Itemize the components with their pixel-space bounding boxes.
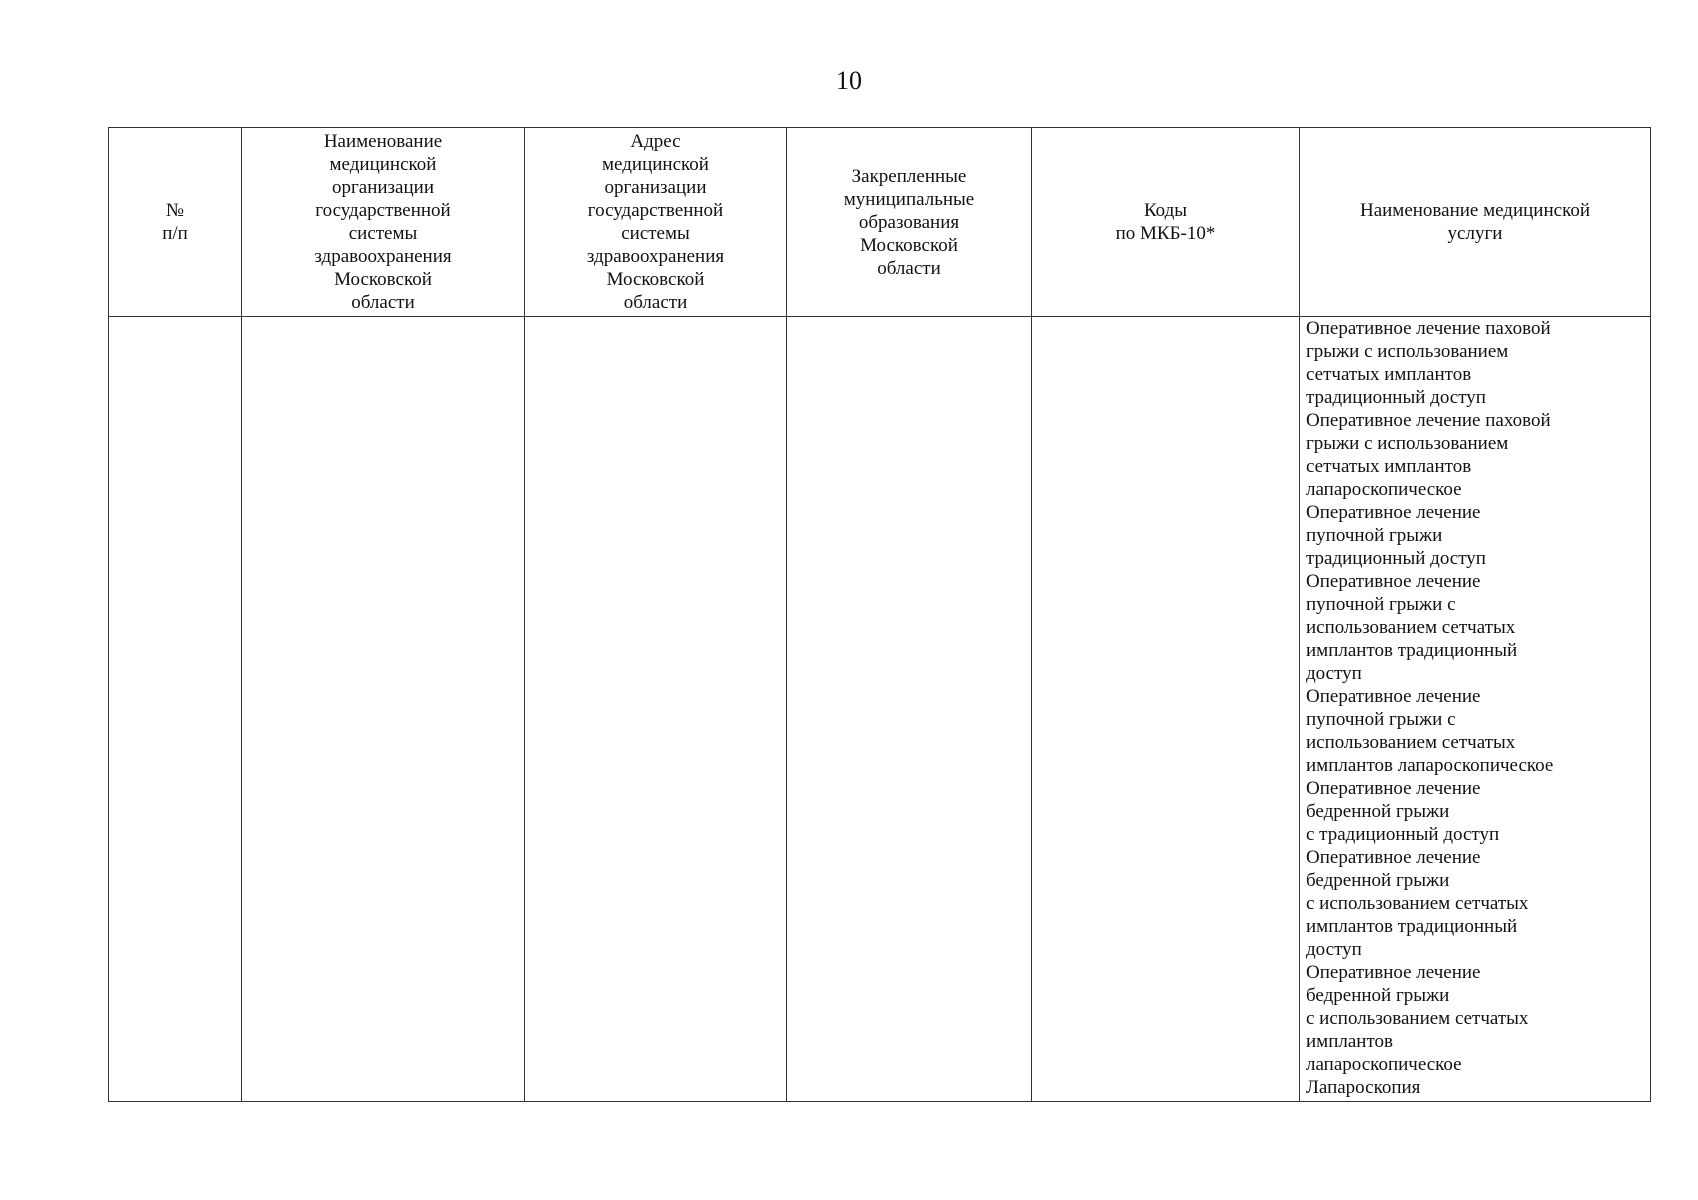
header-icd-codes: Коды по МКБ-10*	[1032, 128, 1300, 317]
service-item: Оперативное лечение пупочной грыжи с использованием сетчатых имплантов лапароскопическое	[1306, 686, 1554, 776]
service-item: Лапароскопия	[1306, 1077, 1421, 1098]
table-body	[109, 317, 1651, 1102]
header-row-number: № п/п	[109, 128, 242, 317]
header-organization-address: Адрес медицинской организации государственной системы здравоохранения Московской области	[525, 128, 787, 317]
service-item: Оперативное лечение пупочной грыжи традиционный доступ	[1306, 502, 1486, 569]
cell-icd-codes	[1032, 317, 1300, 1102]
service-item: Оперативное лечение бедренной грыжи с использованием сетчатых имплантов традиционный доступ	[1306, 847, 1529, 960]
header-municipalities: Закрепленные муниципальные образования Московской области	[787, 128, 1032, 317]
cell-organization-address	[525, 317, 787, 1102]
service-item: Оперативное лечение бедренной грыжи с использованием сетчатых имплантов лапароскопическое	[1306, 962, 1529, 1075]
header-service-name: Наименование медицинской услуги	[1300, 128, 1651, 317]
cell-organization-name	[242, 317, 525, 1102]
service-item: Оперативное лечение паховой грыжи с использованием сетчатых имплантов традиционный доступ	[1306, 318, 1551, 408]
cell-row-number	[109, 317, 242, 1102]
services-table	[108, 127, 1651, 1102]
cell-service-list	[1300, 317, 1651, 1102]
table-row	[109, 317, 1651, 1102]
service-item: Оперативное лечение паховой грыжи с использованием сетчатых имплантов лапароскопическое	[1306, 410, 1551, 500]
cell-municipalities	[787, 317, 1032, 1102]
table-header	[109, 128, 1651, 317]
header-row	[109, 128, 1651, 317]
header-organization-name: Наименование медицинской организации государственной системы здравоохранения Московской области	[242, 128, 525, 317]
page-number: 10	[836, 66, 862, 95]
service-item: Оперативное лечение пупочной грыжи с использованием сетчатых имплантов традиционный доступ	[1306, 571, 1518, 684]
service-item: Оперативное лечение бедренной грыжи с традиционный доступ	[1306, 778, 1500, 845]
